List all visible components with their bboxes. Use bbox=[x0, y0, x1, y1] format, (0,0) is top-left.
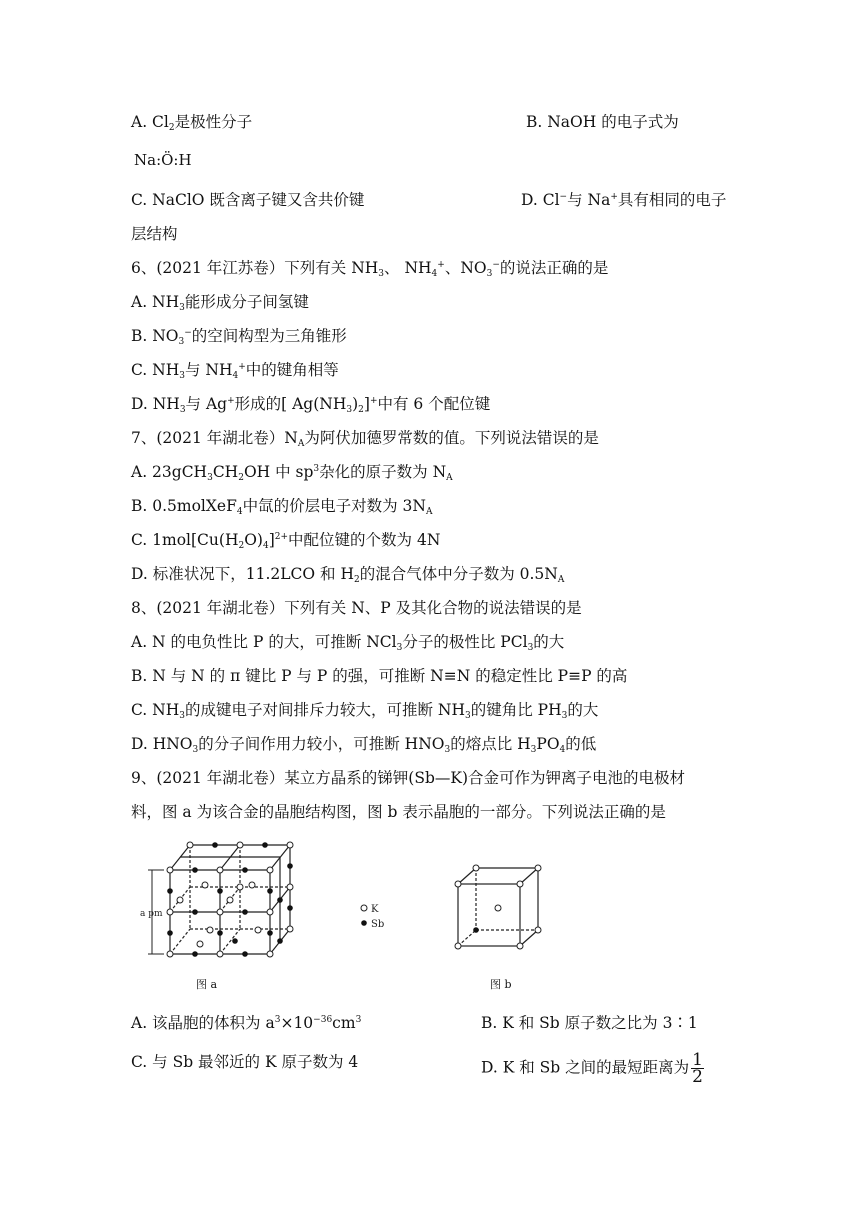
q6-option-b: B. $NO_3^-$的空间构型为三角锥形 bbox=[131, 327, 347, 347]
q5-option-d: D. Cl−与 Na+具有相同的电子 bbox=[521, 191, 727, 209]
q8-option-a: A. N 的电负性比 P 的大，可推断 NCl$_3$分子的极性比 PCl$_3$的大 bbox=[131, 633, 565, 653]
q8-option-d: D. $HNO_3$的分子间作用力较小，可推断 $HNO_3$的熔点比 $H_3PO_4$的低 bbox=[131, 735, 597, 755]
legend-k-marker bbox=[361, 905, 367, 911]
q9-stem-line2: 料，图 a 为该合金的晶胞结构图，图 b 表示晶胞的一部分。下列说法正确的是 bbox=[131, 803, 666, 821]
q9-option-c: C. 与 Sb 最邻近的 K 原子数为 4 bbox=[131, 1053, 359, 1071]
q5-option-d-cont: 层结构 bbox=[131, 225, 178, 243]
q8-option-c: C. $NH_3$的成键电子对间排斥力较大，可推断 $NH_3$的键角比 $PH_3$的大 bbox=[131, 701, 599, 721]
dimension-label: a pm bbox=[140, 909, 163, 919]
q7-option-c: C. $1mol[Cu(H_2O)_4]^{2+}$中配位键的个数为 4N bbox=[131, 531, 441, 551]
legend-sb-label: Sb bbox=[371, 919, 385, 930]
q7-option-a: A. $23gCH_3CH_2OH$ 中 $sp^3$杂化的原子数为 $N_A$ bbox=[131, 463, 453, 483]
q5-option-b: B. NaOH 的电子式为 bbox=[526, 113, 679, 131]
q7-stem: 7、(2021 年湖北卷）$N_A$为阿伏加德罗常数的值。下列说法错误的是 bbox=[131, 429, 599, 449]
q6-stem: 6、(2021 年江苏卷）下列有关 $NH_3$、 $NH_4^+$、$NO_3^-$的说法正确的是 bbox=[131, 259, 609, 279]
q5-option-c: C. NaClO 既含离子键又含共价键 bbox=[131, 191, 365, 209]
q8-option-b: B. N 与 N 的 π 键比 P 与 P 的强，可推断 N≡N 的稳定性比 P≡P 的高 bbox=[131, 667, 628, 685]
q5-option-a: A. $Cl_2$是极性分子 bbox=[131, 113, 253, 133]
q8-stem: 8、(2021 年湖北卷）下列有关 N、P 及其化合物的说法错误的是 bbox=[131, 599, 582, 617]
q9-option-b: B. K 和 Sb 原子数之比为 3∶1 bbox=[481, 1014, 698, 1032]
k-atoms bbox=[167, 842, 293, 957]
q9-stem-line1: 9、(2021 年湖北卷）某立方晶系的锑钾(Sb—K)合金可作为钾离子电池的电极材 bbox=[131, 769, 685, 787]
figure-legend bbox=[358, 900, 398, 934]
q9-option-d: D. K 和 Sb 之间的最短距离为 $\frac{1}{2}$ bbox=[481, 1050, 703, 1087]
legend-k-label: K bbox=[371, 904, 379, 915]
legend-sb-marker bbox=[361, 920, 367, 926]
figure-a-label: 图 a bbox=[196, 978, 218, 991]
crystal-cell-figure-b bbox=[448, 862, 548, 952]
figure-b-label: 图 b bbox=[490, 978, 512, 991]
naoh-electron-formula-image: Na:Ö:H bbox=[134, 151, 192, 169]
fraction-one-half: $\frac{1}{2}$ bbox=[692, 1050, 703, 1087]
q7-option-b: B. 0.5molXeF$_4$中氙的价层电子对数为 $3N_A$ bbox=[131, 497, 433, 517]
q7-option-d: D. 标准状况下，11.2LCO 和 $H_2$的混合气体中分子数为 $0.5N_A$ bbox=[131, 565, 565, 585]
q6-option-d: D. $NH_3$与 Ag+形成的[ $Ag(NH_3)_2]^+$中有 6 个配位键 bbox=[131, 395, 491, 415]
q9-option-a: A. 该晶胞的体积为 $a^3\times 10^{-36}cm^3$ bbox=[131, 1014, 362, 1032]
q6-option-a: A. $NH_3$能形成分子间氢键 bbox=[131, 293, 309, 313]
q6-option-c: C. $NH_3$与 $NH_4^+$中的键角相等 bbox=[131, 361, 339, 381]
crystal-cell-figure-a bbox=[140, 840, 320, 995]
